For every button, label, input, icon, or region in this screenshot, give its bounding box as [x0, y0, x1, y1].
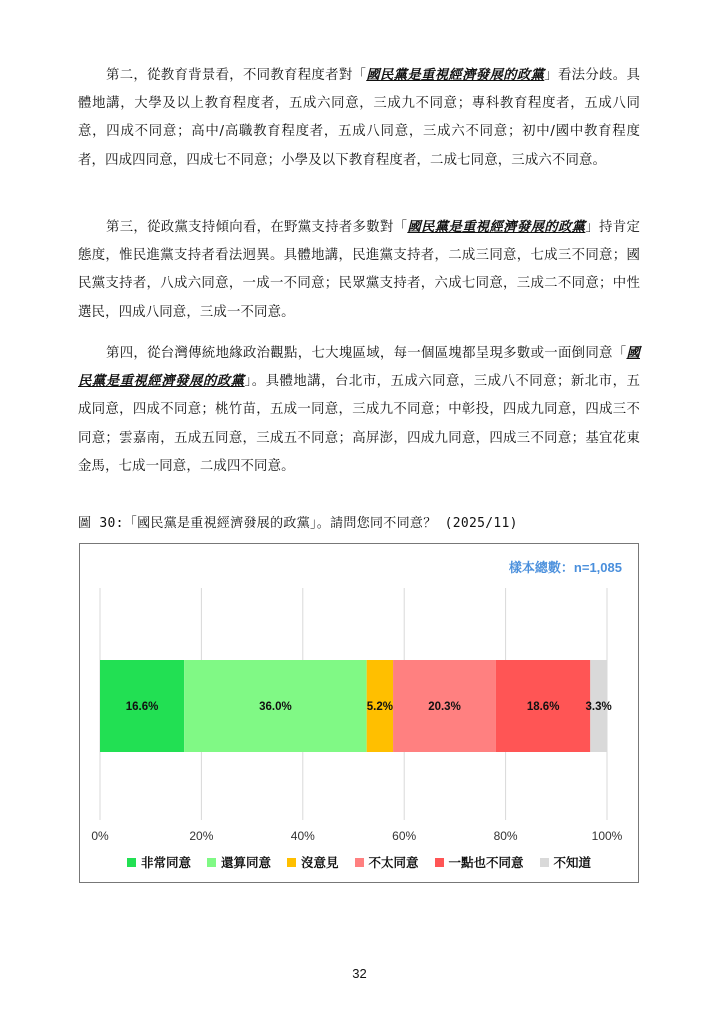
legend-label: 一點也不同意 — [448, 856, 524, 870]
legend-item — [207, 853, 271, 871]
legend-swatch — [435, 858, 444, 867]
legend-label: 不太同意 — [368, 856, 419, 870]
paragraph-text: 第三，從政黨支持傾向看，在野黨支持者多數對「 — [106, 220, 408, 235]
legend-item — [435, 853, 524, 871]
paragraph-text: 第四，從台灣傳統地緣政治觀點，七大塊區域，每一個區塊都呈現多數或一面倒同意「 — [106, 346, 627, 361]
chart-legend — [80, 853, 638, 871]
tick-label: 100% — [591, 829, 623, 843]
legend-item — [127, 853, 191, 871]
legend-label: 不知道 — [553, 856, 592, 870]
paragraph-text: 」。具體地講，台北市，五成六同意，三成八不同意；新北市，五成同意，四成不同意；桃竹苗，五成一同意，三成九不同意；中彰投，四成九同意，四成三不同意；雲嘉南，五成五同意，三成五不同意；高屏澎，四成九同意，四成三不同意；基宜花東金馬，七成一同意，二成四不同意。 — [78, 374, 640, 474]
legend-item — [287, 853, 339, 871]
paragraph-region — [78, 340, 640, 481]
paragraph-text: 」持肯定態度，惟民進黨支持者看法迥異。具體地講，民進黨支持者，二成三同意，七成三不同意；國民黨支持者，八成六同意，一成一不同意；民眾黨支持者，六成七同意，三成二不同意；中性選民，四成八同意，三成一不同意。 — [78, 220, 640, 320]
data-label: 3.3% — [585, 701, 612, 713]
highlight-phrase: 國民黨是重視經濟發展的政黨 — [78, 346, 640, 390]
legend-label: 還算同意 — [220, 856, 271, 870]
paragraph-education — [78, 62, 640, 175]
paragraph-text: 」看法分歧。具體地講，大學及以上教育程度者，五成六同意，三成九不同意；專科教育程度者，五成八同意，四成不同意；高中/高職教育程度者，五成八同意，三成六不同意；初中/國中教育程度者，四成四同意，四成七不同意；小學及以下教育程度者，二成七同意，三成六不同意。 — [78, 68, 640, 168]
paragraph-party — [78, 214, 640, 327]
highlight-phrase: 國民黨是重視經濟發展的政黨 — [366, 68, 545, 83]
data-label: 18.6% — [526, 701, 560, 713]
tick-label: 60% — [392, 829, 417, 843]
tick-label: 80% — [493, 829, 518, 843]
data-label: 36.0% — [259, 701, 292, 713]
figure-caption: 圖 30:「國民黨是重視經濟發展的政黨」。請問您同不同意？ (2025/11) — [78, 516, 518, 531]
legend-swatch — [127, 858, 136, 867]
paragraph-text: 第二，從教育背景看，不同教育程度者對「 — [106, 68, 367, 83]
legend-swatch — [287, 858, 296, 867]
sample-size-label: 樣本總數：n=1,085 — [508, 560, 622, 575]
tick-label: 20% — [189, 829, 214, 843]
tick-label: 40% — [290, 829, 315, 843]
page-number: 32 — [352, 966, 367, 981]
tick-label: 0% — [91, 829, 109, 843]
legend-item — [540, 853, 592, 871]
stacked-bar-chart — [80, 544, 638, 844]
data-label: 16.6% — [125, 701, 159, 713]
legend-label: 沒意見 — [300, 856, 339, 870]
highlight-phrase: 國民黨是重視經濟發展的政黨 — [407, 220, 586, 235]
chart-container — [79, 543, 639, 883]
data-label: 20.3% — [428, 701, 461, 713]
data-label: 5.2% — [366, 701, 393, 713]
legend-swatch — [540, 858, 549, 867]
legend-label: 非常同意 — [140, 856, 191, 870]
legend-swatch — [355, 858, 364, 867]
legend-item — [355, 853, 419, 871]
legend-swatch — [207, 858, 216, 867]
